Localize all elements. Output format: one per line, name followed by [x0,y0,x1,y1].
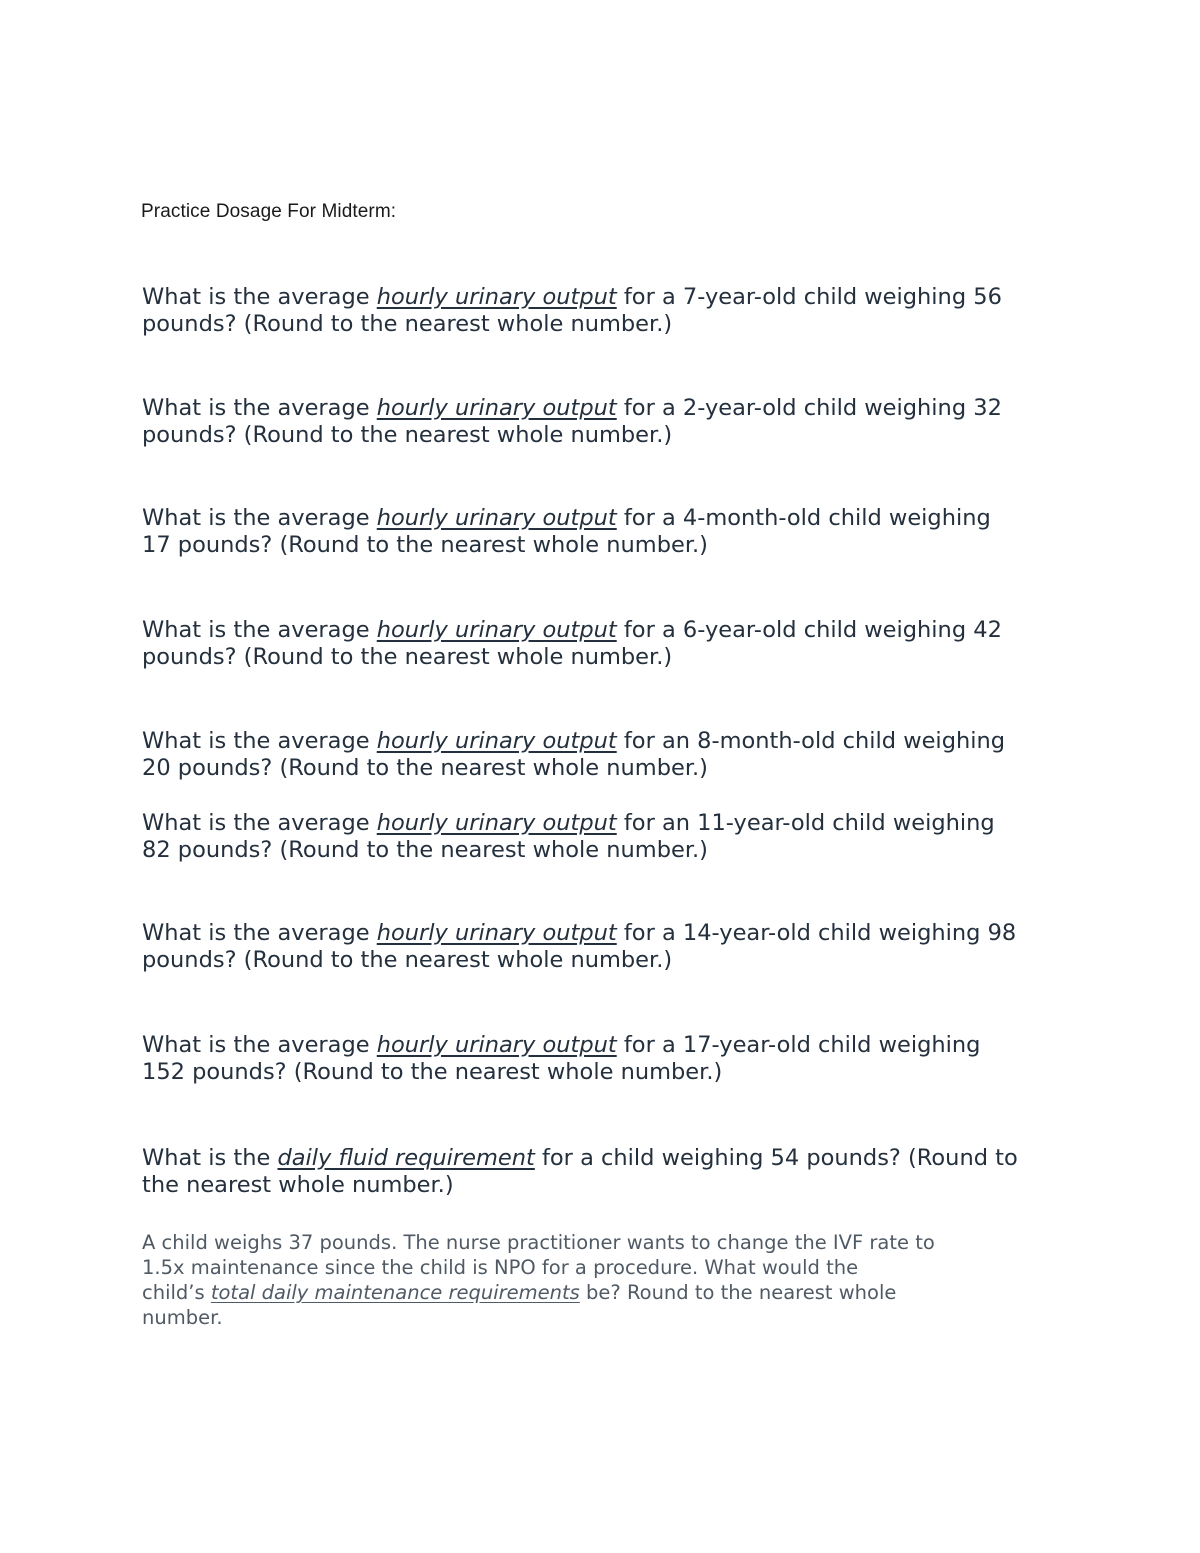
question-text: for a 2-year-old child weighing 32 [616,395,1002,421]
question-text: child’s [142,1281,211,1304]
question-text: be? Round to the nearest whole [579,1281,897,1304]
question-text: 17 pounds? (Round to the nearest whole number.) [142,532,708,558]
question-8 [142,1032,1072,1086]
question-emphasis: hourly urinary output [376,920,617,946]
question-text: pounds? (Round to the nearest whole number.) [142,422,673,448]
question-text: for a 14-year-old child weighing 98 [616,920,1017,946]
question-emphasis: hourly urinary output [376,505,617,531]
question-text: for an 11-year-old child weighing [616,810,995,836]
question-emphasis: total daily maintenance requirements [210,1281,580,1304]
question-text: 20 pounds? (Round to the nearest whole number.) [142,755,708,781]
question-text: What is the average [142,920,377,946]
question-6 [142,810,1072,864]
question-text: for a 7-year-old child weighing 56 [616,284,1002,310]
question-emphasis: daily fluid requirement [277,1145,535,1171]
question-text: What is the average [142,505,377,531]
question-text: pounds? (Round to the nearest whole number.) [142,947,673,973]
question-text: pounds? (Round to the nearest whole number.) [142,644,673,670]
question-emphasis: hourly urinary output [376,728,617,754]
page-title: Practice Dosage For Midterm: [141,201,397,222]
question-emphasis: hourly urinary output [376,284,617,310]
question-1 [142,284,1072,338]
question-text: What is the average [142,617,377,643]
question-text: What is the average [142,284,377,310]
question-text: for a child weighing 54 pounds? (Round to [534,1145,1018,1171]
question-10 [142,1230,1042,1330]
question-text: number. [142,1306,223,1329]
question-emphasis: hourly urinary output [376,395,617,421]
question-emphasis: hourly urinary output [376,810,617,836]
question-3 [142,505,1072,559]
question-text: for a 17-year-old child weighing [616,1032,981,1058]
question-5 [142,728,1072,782]
question-4 [142,617,1072,671]
question-text: for a 6-year-old child weighing 42 [616,617,1002,643]
question-text: 82 pounds? (Round to the nearest whole number.) [142,837,708,863]
question-text: What is the average [142,810,377,836]
question-text: What is the average [142,395,377,421]
question-text: What is the [142,1145,278,1171]
question-text: 152 pounds? (Round to the nearest whole number.) [142,1059,723,1085]
question-text: What is the average [142,728,377,754]
question-emphasis: hourly urinary output [376,1032,617,1058]
question-text: What is the average [142,1032,377,1058]
question-text: the nearest whole number.) [142,1172,454,1198]
question-text: for a 4-month-old child weighing [616,505,991,531]
question-2 [142,395,1072,449]
question-text: pounds? (Round to the nearest whole number.) [142,311,673,337]
question-emphasis: hourly urinary output [376,617,617,643]
question-text: A child weighs 37 pounds. The nurse practitioner wants to change the IVF rate to [142,1231,935,1254]
question-text: for an 8-month-old child weighing [616,728,1006,754]
question-text: 1.5x maintenance since the child is NPO for a procedure. What would the [142,1256,859,1279]
question-7 [142,920,1072,974]
question-9 [142,1145,1072,1199]
